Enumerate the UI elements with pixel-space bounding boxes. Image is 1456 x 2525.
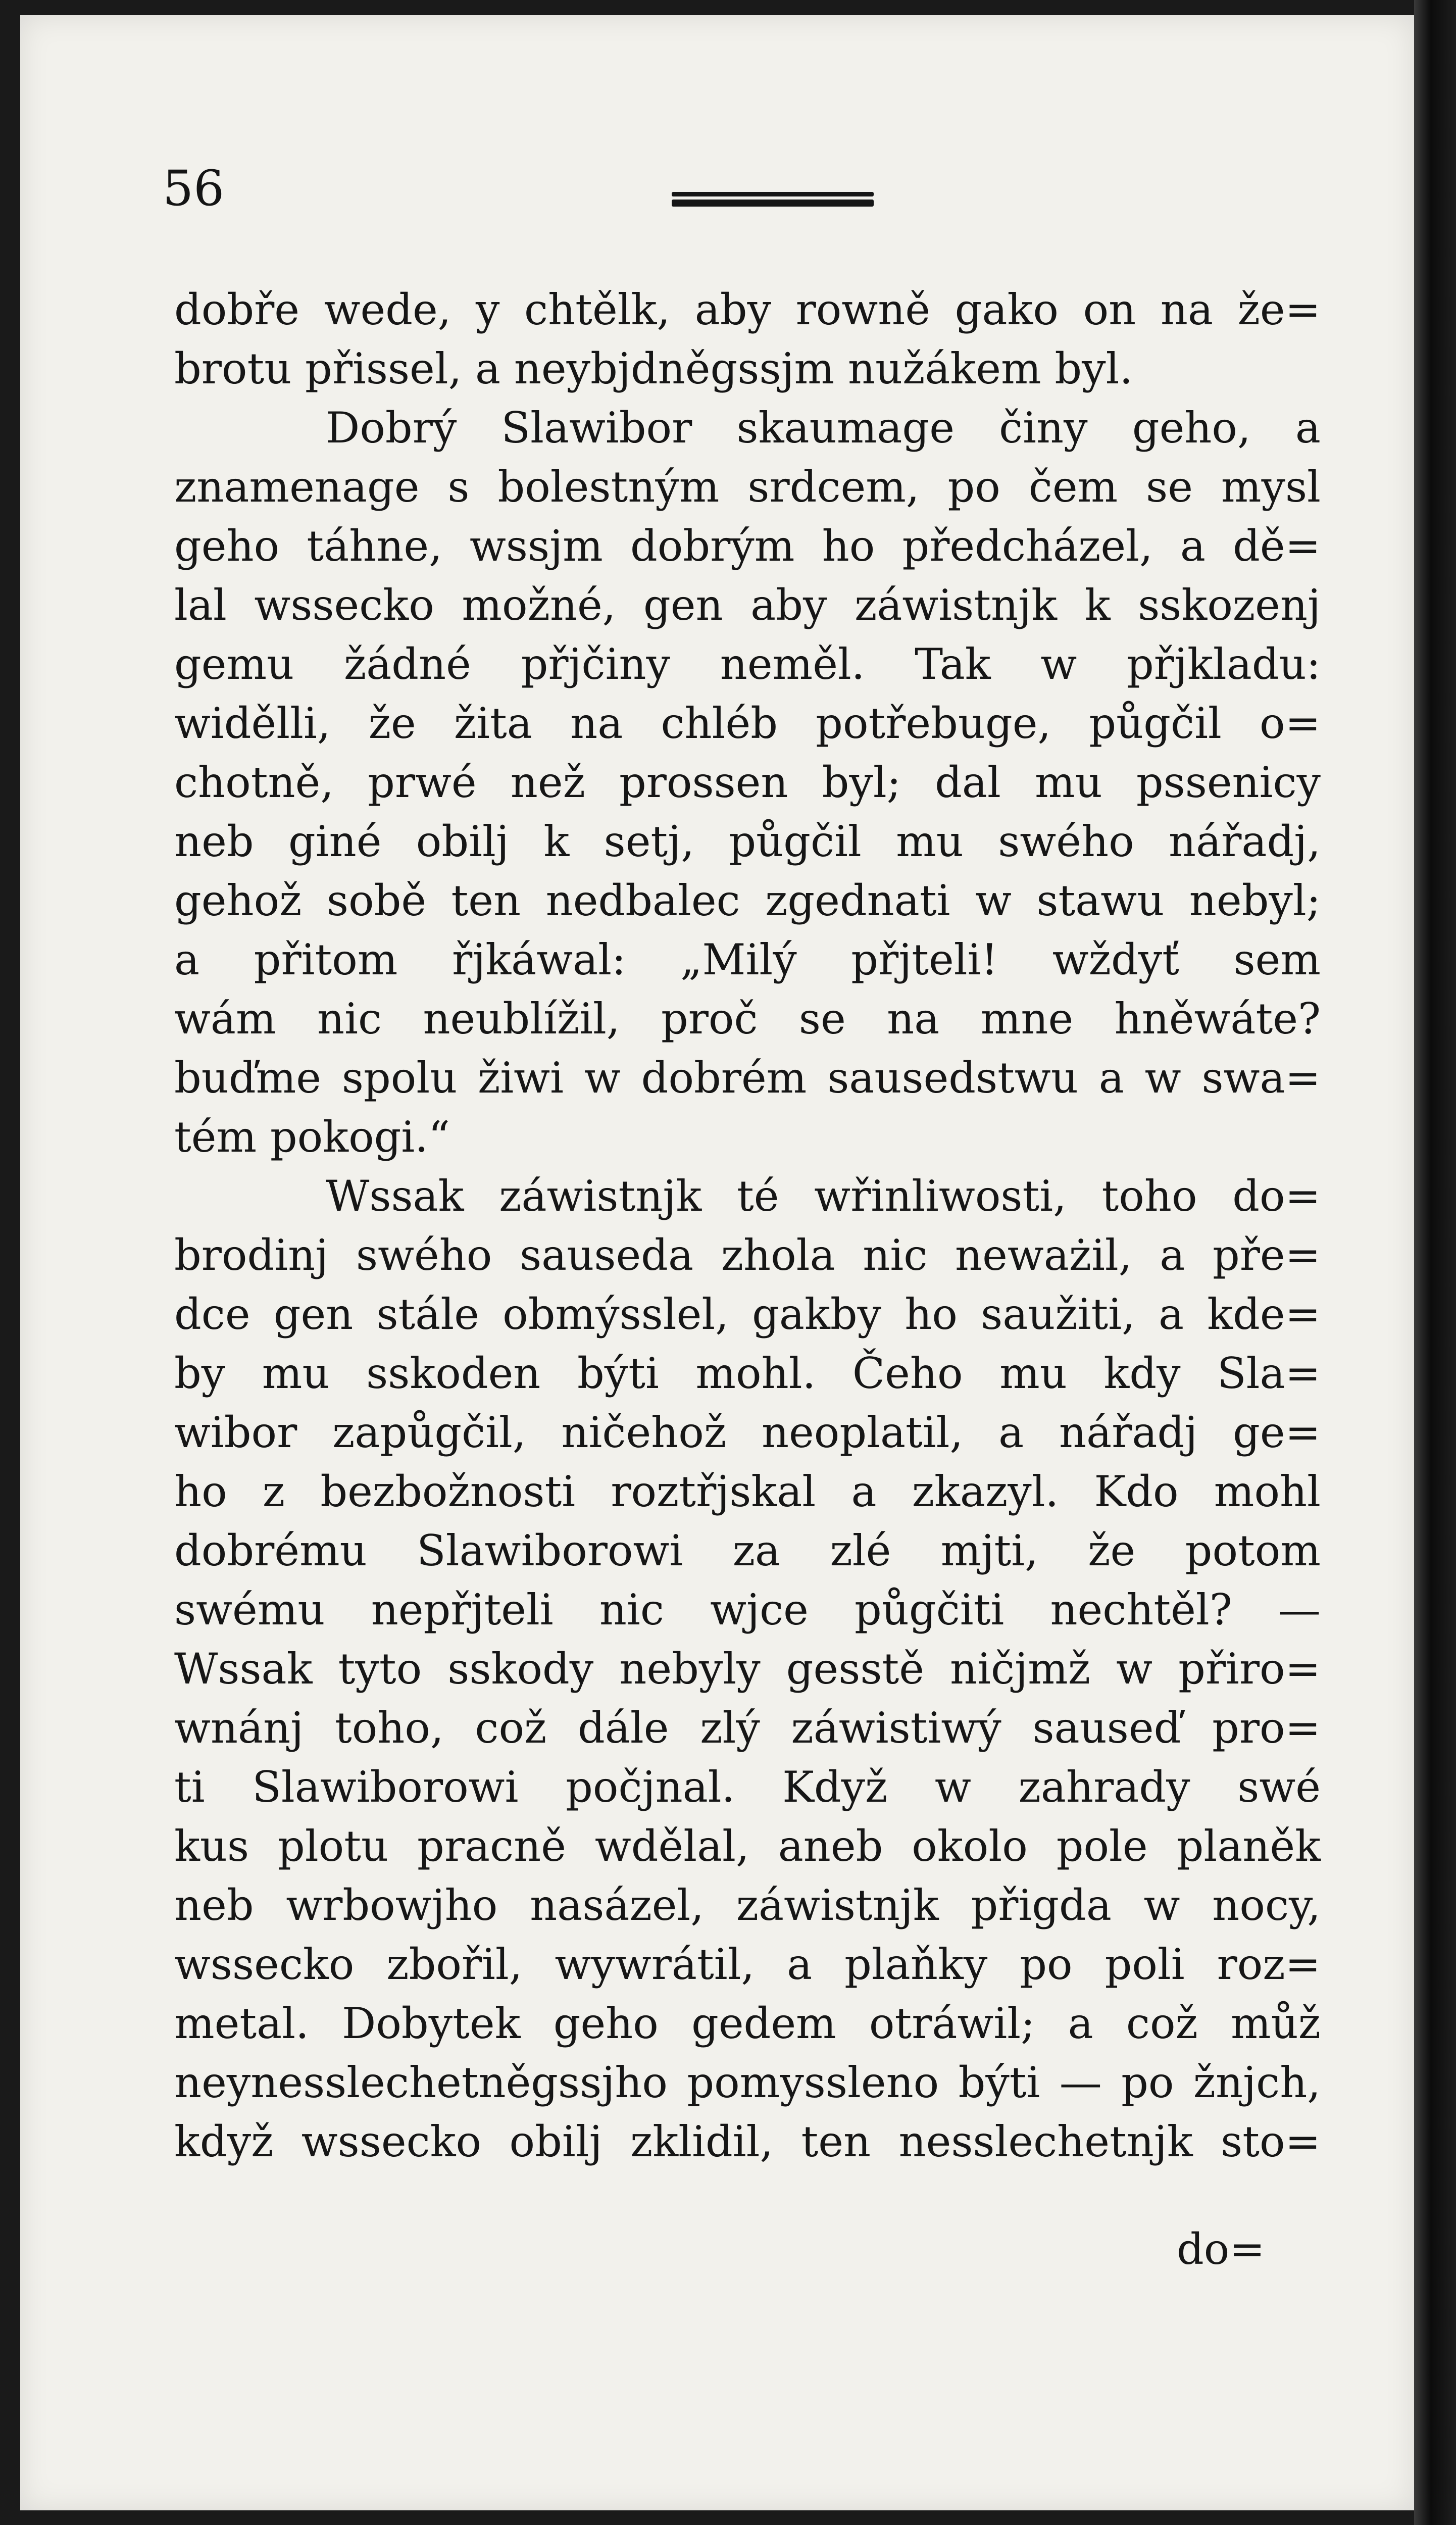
text-line: a přitom řjkáwal: „Milý přjteli! wždyť sem <box>174 935 1321 984</box>
text-line: Dobrý Slawibor skaumage činy geho, a <box>326 403 1321 453</box>
text-line: wnánj toho, což dále zlý záwistiwý sauseď pro= <box>174 1703 1321 1753</box>
text-line: widělli, že žita na chléb potřebuge, půgčil o= <box>174 699 1321 748</box>
page-edge-shadow <box>1414 0 1456 2525</box>
text-line: znamenage s bolestným srdcem, po čem se mysl <box>174 462 1321 512</box>
text-line: geho táhne, wssjm dobrým ho předcházel, a dě= <box>174 521 1321 571</box>
text-line: dobře wede, y chtělk, aby rowně gako on na že= <box>174 285 1321 334</box>
text-line: buďme spolu žiwi w dobrém sausedstwu a w swa= <box>174 1053 1321 1103</box>
text-line: když wssecko obilj zklidil, ten nesslechetnjk sto= <box>174 2117 1321 2166</box>
text-line: neynesslechetněgssjho pomyssleno býti — po žnjch, <box>174 2058 1321 2107</box>
text-line: brodinj swého sauseda zhola nic neważil, a pře= <box>174 1230 1321 1280</box>
text-line: dce gen stále obmýsslel, gakby ho saužiti, a kde= <box>174 1290 1321 1339</box>
text-line: by mu sskoden býti mohl. Čeho mu kdy Sla= <box>174 1349 1321 1398</box>
text-line: gehož sobě ten nedbalec zgednati w stawu nebyl; <box>174 876 1321 925</box>
text-line: brotu přissel, a neybjdněgssjm nužákem byl. <box>174 344 1133 393</box>
text-line: Wssak záwistnjk té wřinliwosti, toho do= <box>326 1171 1321 1221</box>
text-line: tém pokogi.“ <box>174 1112 450 1162</box>
text-line: neb giné obilj k setj, půgčil mu swého nářadj, <box>174 817 1321 866</box>
text-line: neb wrbowjho nasázel, záwistnjk přigda w nocy, <box>174 1880 1321 1930</box>
text-line: Wssak tyto sskody nebyly gesstě ničjmž w přiro= <box>174 1644 1321 1694</box>
catchword: do= <box>1177 2224 1265 2274</box>
page-number: 56 <box>163 160 225 217</box>
body-text <box>174 280 1321 2171</box>
text-line: metal. Dobytek geho gedem otráwil; a což můž <box>174 1999 1321 2048</box>
text-line: gemu žádné přjčiny neměl. Tak w přjkladu: <box>174 639 1321 689</box>
text-line: wibor zapůgčil, ničehož neoplatil, a nářadj ge= <box>174 1408 1321 1457</box>
text-line: chotně, prwé než prossen byl; dal mu pssenicy <box>174 758 1321 807</box>
header-ornament <box>672 192 874 210</box>
text-line: dobrému Slawiborowi za zlé mjti, že potom <box>174 1526 1321 1575</box>
text-line: lal wssecko možné, gen aby záwistnjk k sskozenj <box>174 580 1321 630</box>
text-line: kus plotu pracně wdělal, aneb okolo pole planěk <box>174 1821 1321 1871</box>
text-line: ho z bezbožnosti roztřjskal a zkazyl. Kdo mohl <box>174 1467 1321 1516</box>
text-line: wám nic neublížil, proč se na mne hněwáte? <box>174 994 1321 1044</box>
text-line: wssecko zbořil, wywrátil, a plaňky po poli roz= <box>174 1940 1321 1989</box>
text-line: swému nepřjteli nic wjce půgčiti nechtěl? — <box>174 1585 1321 1635</box>
text-line: ti Slawiborowi počjnal. Když w zahrady swé <box>174 1762 1321 1812</box>
